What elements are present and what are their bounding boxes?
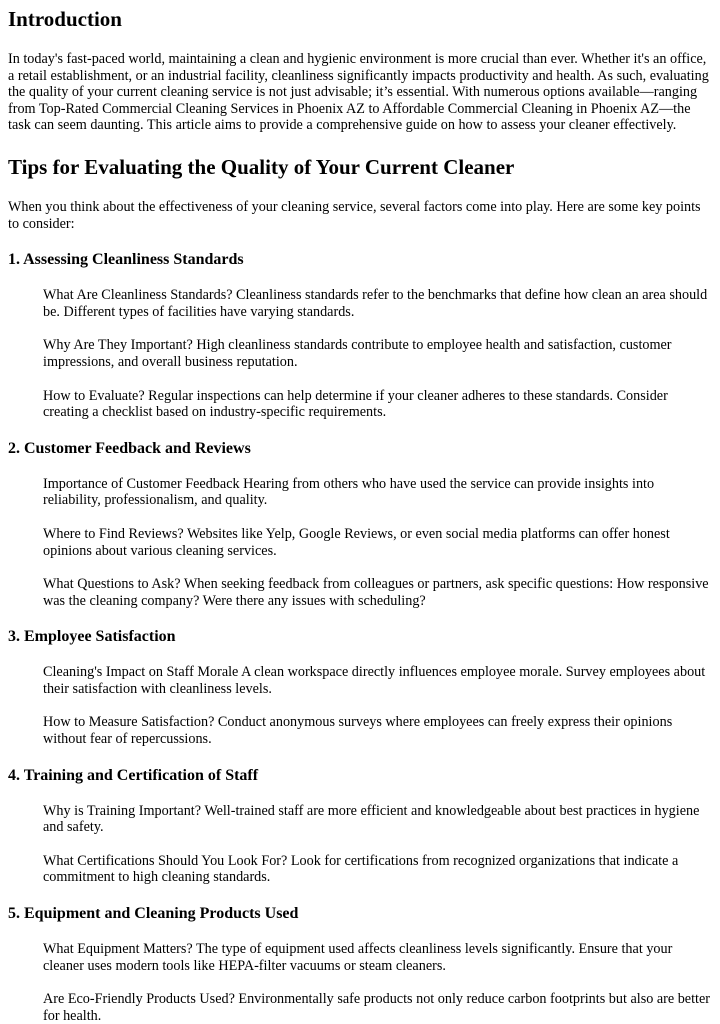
intro-paragraph: In today's fast-paced world, maintaining a clean and hygienic environment is more crucial than ever. Whether it's an office, a retail establishment, or an industrial facility, cleanliness significantly impacts productivity and health. As such, evaluating the quality of your current cleaning service is not just advisable; it’s essential. With numerous options available—ranging from Top-Rated Commercial Cleaning Services in Phoenix AZ to Affordable Commercial Cleaning in Phoenix AZ—the task can seem daunting. This article aims to provide a comprehensive guide on how to assess your cleaner effectively.	[8, 51, 709, 134]
section-items	[8, 664, 712, 747]
section-item: How to Evaluate? Regular inspections can help determine if your cleaner adheres to these standards. Consider creating a checklist based on industry-specific requirements.	[43, 387, 668, 421]
section-items	[8, 476, 712, 610]
section-item: How to Measure Satisfaction? Conduct anonymous surveys where employees can freely express their opinions without fear of repercussions.	[43, 714, 673, 748]
section-items	[8, 941, 712, 1024]
section-heading: 4. Training and Certification of Staff	[8, 766, 259, 784]
section-heading: 1. Assessing Cleanliness Standards	[8, 251, 244, 269]
intro-heading: Introduction	[8, 7, 122, 31]
section-item: What Questions to Ask? When seeking feedback from colleagues or partners, ask specific questions: How responsive was the cleaning company? Were there any issues with scheduling?	[43, 576, 709, 609]
section-3	[8, 627, 712, 747]
article	[0, 6, 720, 1024]
section-heading: 5. Equipment and Cleaning Products Used	[8, 905, 299, 923]
section-item: Importance of Customer Feedback Hearing from others who have used the service can provide insights into reliability, professionalism, and quality.	[43, 475, 655, 509]
tips-heading: Tips for Evaluating the Quality of Your Current Cleaner	[8, 154, 515, 179]
section-item: Are Eco-Friendly Products Used? Environmentally safe products not only reduce carbon footprints but also are better for health.	[43, 991, 711, 1024]
section-item: Why Are They Important? High cleanliness standards contribute to employee health and satisfaction, customer impressions, and overall business reputation.	[43, 337, 672, 370]
section-item: What Certifications Should You Look For? Look for certifications from recognized organizations that indicate a commitment to high cleaning standards.	[43, 852, 679, 886]
section-item: Why is Training Important? Well-trained staff are more efficient and knowledgeable about best practices in hygiene and safety.	[43, 802, 700, 836]
tips-paragraph: When you think about the effectiveness of your cleaning service, several factors come into play. Here are some key points to consider:	[8, 198, 701, 232]
section-item: Where to Find Reviews? Websites like Yelp, Google Reviews, or even social media platforms can offer honest opinions about various cleaning services.	[43, 525, 670, 559]
section-item: Cleaning's Impact on Staff Morale A clean workspace directly influences employee morale. Survey employees about their satisfaction with cleanliness levels.	[43, 664, 706, 697]
section-4	[8, 766, 712, 886]
section-heading: 3. Employee Satisfaction	[8, 628, 176, 646]
section-heading: 2. Customer Feedback and Reviews	[8, 439, 251, 457]
section-items	[8, 803, 712, 886]
section-1	[8, 250, 712, 421]
section-item: What Equipment Matters? The type of equipment used affects cleanliness levels significantly. Ensure that your cleaner uses modern tools like HEPA-filter vacuums or steam cleaners.	[43, 941, 673, 974]
section-5	[8, 904, 712, 1024]
section-items	[8, 287, 712, 421]
section-2	[8, 439, 712, 610]
section-item: What Are Cleanliness Standards? Cleanliness standards refer to the benchmarks that define how clean an area should be. Different types of facilities have varying standards.	[43, 287, 708, 320]
